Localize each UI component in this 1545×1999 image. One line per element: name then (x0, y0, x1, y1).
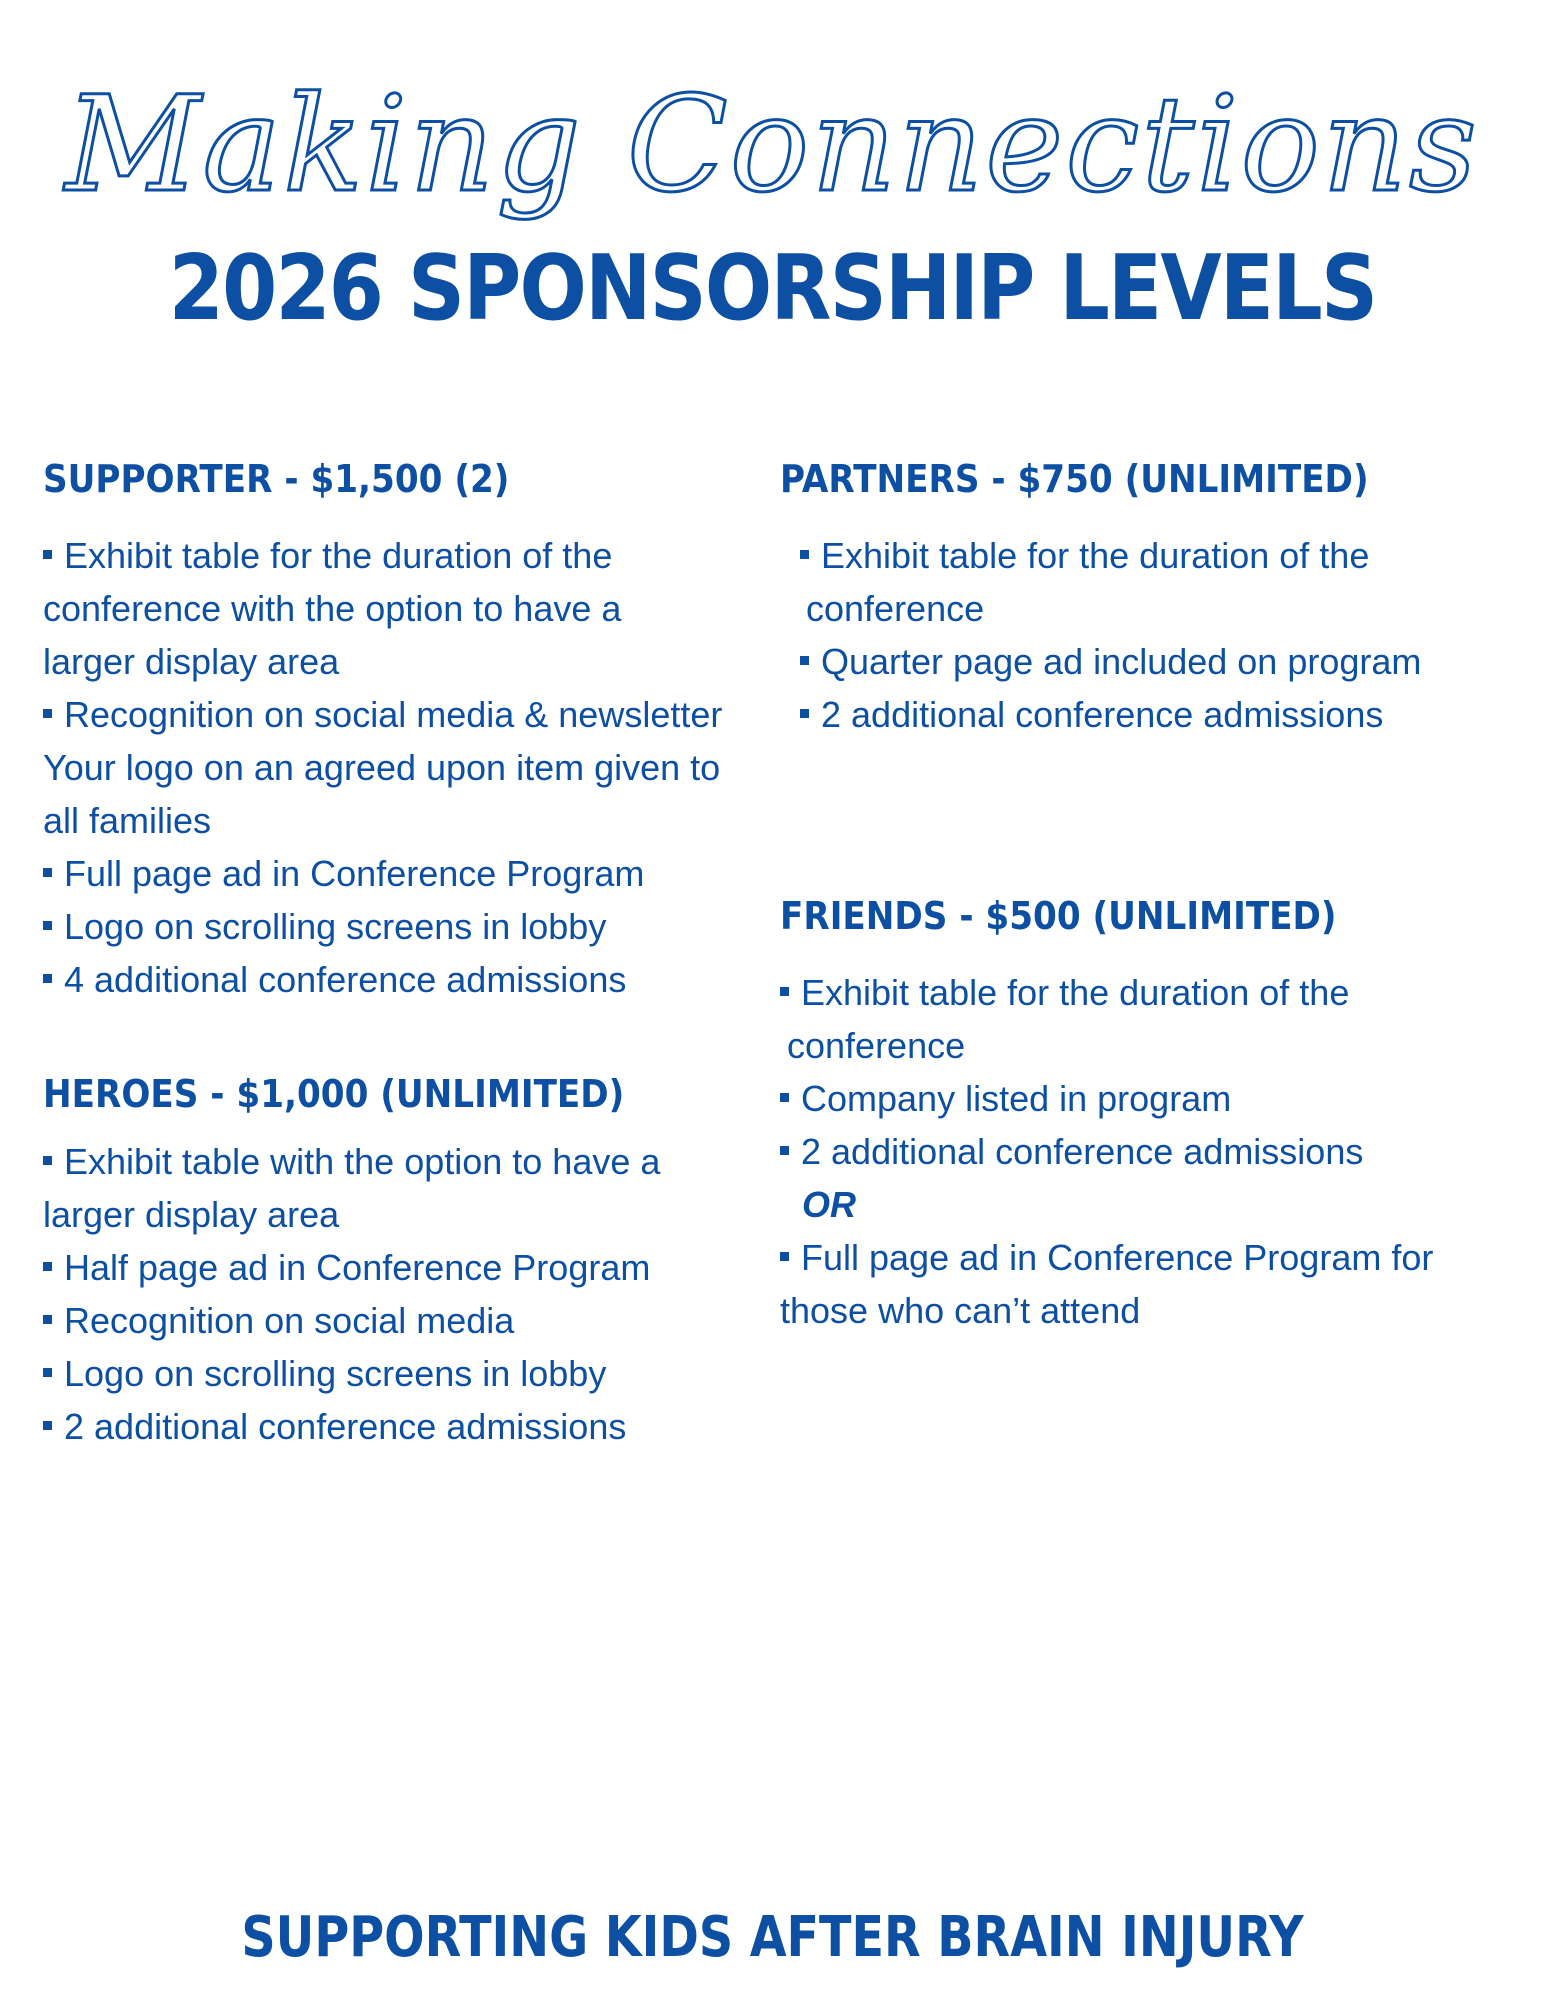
supporter-heading: SUPPORTER - $1,500 (2) (43, 457, 510, 501)
list-item: Your logo on an agreed upon item given to (43, 747, 721, 788)
footer-tagline: SUPPORTING KIDS AFTER BRAIN INJURY (241, 1905, 1304, 1970)
list-item: Recognition on social media & newsletter (43, 688, 763, 741)
bullet-icon (800, 709, 809, 718)
list-item: Exhibit table for the duration of the (800, 529, 1500, 582)
list-item: Full page ad in Conference Program (43, 847, 763, 900)
list-item: larger display area (43, 1194, 340, 1235)
supporter-section (43, 457, 763, 1006)
bullet-icon (43, 868, 52, 877)
friends-heading: FRIENDS - $500 (UNLIMITED) (780, 894, 1337, 938)
list-item: Logo on scrolling screens in lobby (43, 1347, 763, 1400)
list-item: all families (43, 800, 212, 841)
list-item: 2 additional conference admissions (800, 688, 1500, 741)
bullet-icon (800, 656, 809, 665)
friends-list (780, 966, 1500, 1337)
bullet-icon (800, 550, 809, 559)
bullet-icon (43, 1315, 52, 1324)
list-item: Half page ad in Conference Program (43, 1241, 763, 1294)
bullet-icon (43, 1262, 52, 1271)
bullet-icon (780, 987, 789, 996)
list-item: Full page ad in Conference Program for (780, 1231, 1500, 1284)
script-title-lettering (0, 40, 1545, 250)
list-item: Exhibit table with the option to have a (43, 1135, 763, 1188)
list-item: Company listed in program (780, 1072, 1500, 1125)
list-item: those who can’t attend (780, 1290, 1141, 1331)
bullet-icon (43, 1156, 52, 1165)
bullet-icon (43, 921, 52, 930)
heroes-section (43, 1072, 763, 1453)
heroes-list (43, 1135, 763, 1453)
list-item: Exhibit table for the duration of the (780, 966, 1500, 1019)
bullet-icon (780, 1146, 789, 1155)
list-item: Logo on scrolling screens in lobby (43, 900, 763, 953)
list-item: 2 additional conference admissions (780, 1125, 1500, 1178)
list-item: Quarter page ad included on program (800, 635, 1500, 688)
or-label: OR (802, 1184, 856, 1225)
heroes-heading: HEROES - $1,000 (UNLIMITED) (43, 1072, 625, 1116)
script-title (0, 40, 1545, 250)
list-item: conference with the option to have a (43, 588, 622, 629)
bullet-icon (43, 550, 52, 559)
script-title-text: Making Connections (65, 68, 1479, 222)
supporter-list (43, 529, 763, 1006)
bullet-icon (780, 1252, 789, 1261)
list-item (780, 1178, 1500, 1231)
bullet-icon (43, 1368, 52, 1377)
bullet-icon (43, 974, 52, 983)
bullet-icon (43, 1421, 52, 1430)
partners-heading: PARTNERS - $750 (UNLIMITED) (780, 457, 1369, 501)
page-title: 2026 SPONSORSHIP LEVELS (168, 236, 1377, 341)
list-item: 2 additional conference admissions (43, 1400, 763, 1453)
partners-list (780, 529, 1500, 741)
list-item: conference (806, 588, 985, 629)
bullet-icon (43, 709, 52, 718)
partners-section (780, 457, 1500, 741)
list-item: larger display area (43, 641, 340, 682)
list-item: Exhibit table for the duration of the (43, 529, 763, 582)
list-item: conference (787, 1025, 966, 1066)
list-item: Recognition on social media (43, 1294, 763, 1347)
bullet-icon (780, 1093, 789, 1102)
friends-section (780, 894, 1500, 1337)
list-item: 4 additional conference admissions (43, 953, 763, 1006)
